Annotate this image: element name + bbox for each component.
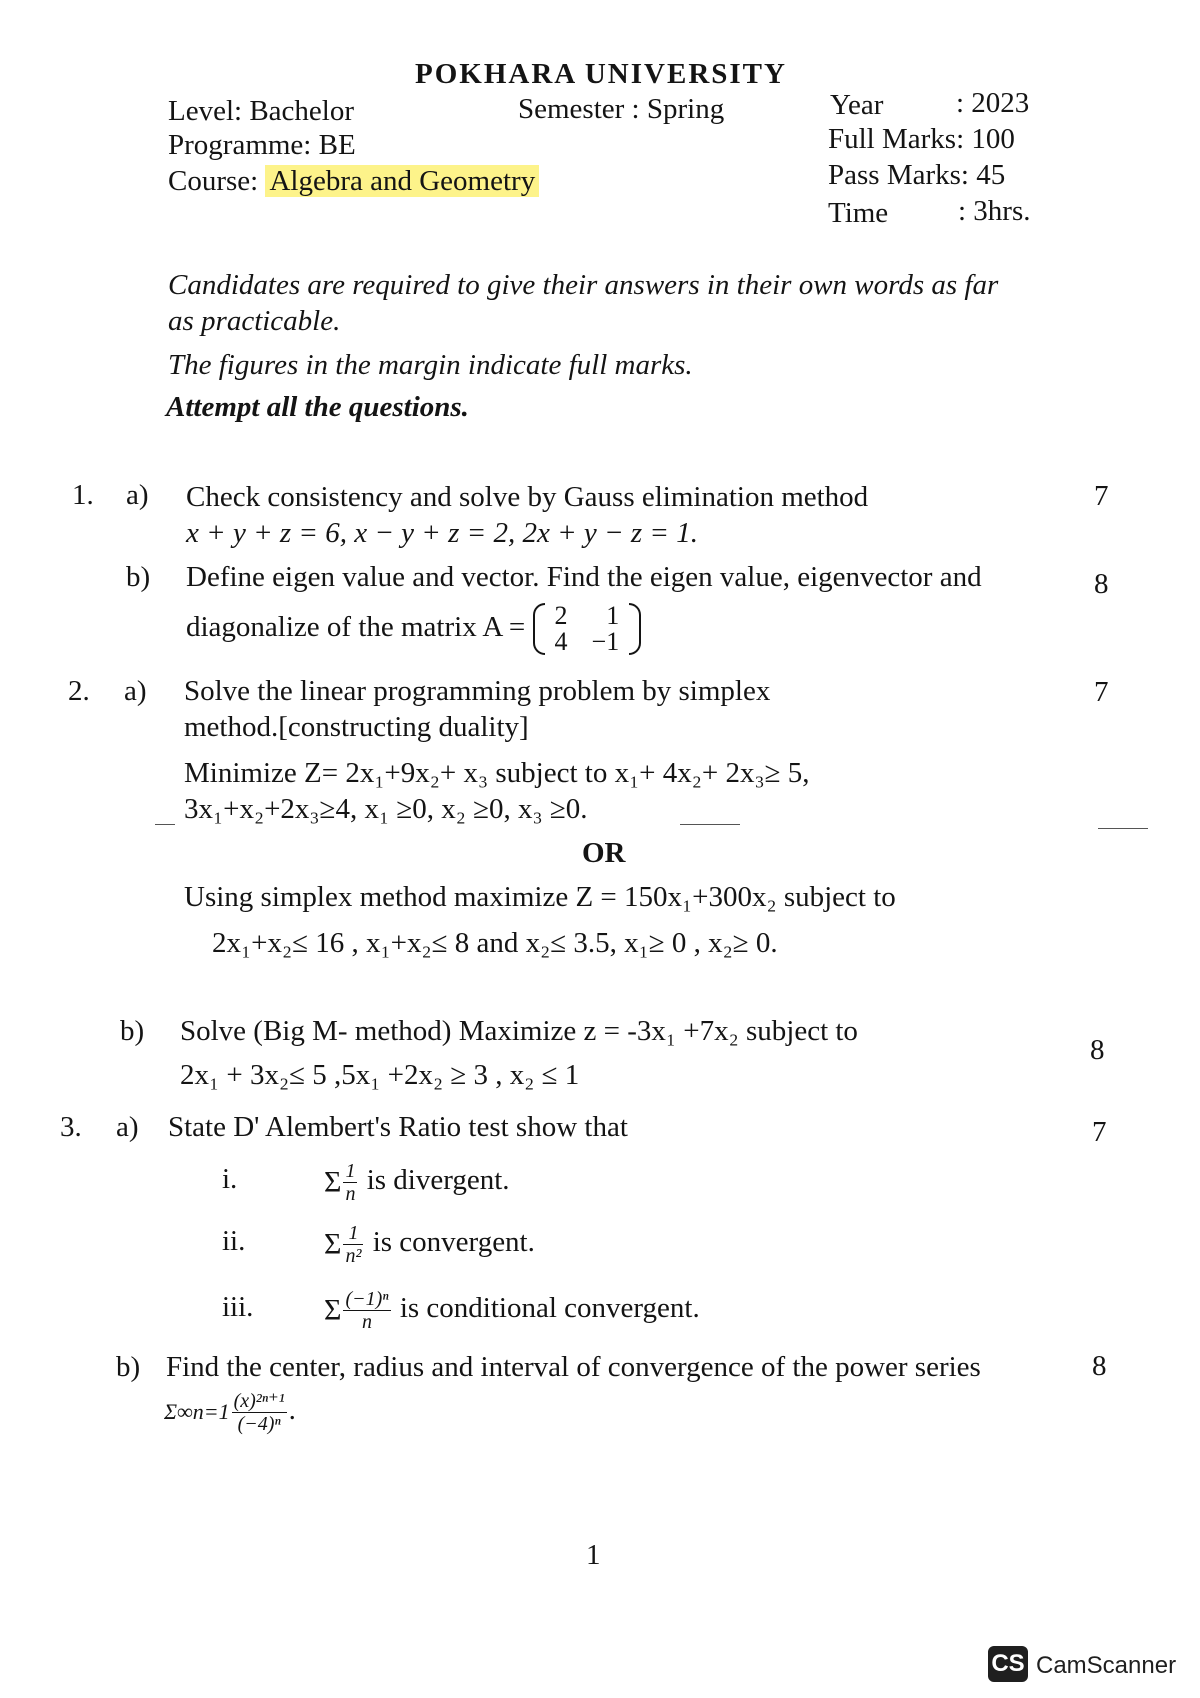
q3b-series: Σ∞n=1 $\frac{\text{(x)²ⁿ⁺¹}}{\text{(−4)ⁿ}}$ .	[164, 1389, 296, 1435]
fraction-denominator: n²	[345, 1244, 362, 1267]
q2-number: 2.	[68, 675, 90, 707]
q1-number: 1.	[72, 479, 94, 511]
q1b-text-2-label: diagonalize of the matrix A =	[186, 611, 526, 643]
matrix-cell: −1	[591, 627, 620, 657]
q3a-item-3-roman: iii.	[222, 1291, 254, 1323]
q1b-text-2	[186, 596, 641, 658]
fraction	[343, 1160, 357, 1205]
fraction-denominator: n	[362, 1310, 373, 1333]
fraction-numerator: 1	[345, 1159, 356, 1182]
q2b-marks: 8	[1090, 1034, 1105, 1066]
q1b-marks: 8	[1094, 568, 1109, 600]
q2alt-text-1: Using simplex method maximize Z = 150x₁+300x₂ subject to	[184, 881, 896, 913]
q1a-text: Check consistency and solve by Gauss elimination method	[186, 481, 869, 513]
programme-label: Programme: BE	[168, 129, 356, 161]
university-title: POKHARA UNIVERSITY	[415, 58, 787, 90]
instruction-line-1: Candidates are required to give their answers in their own words as far	[168, 269, 999, 301]
instruction-line-4: Attempt all the questions.	[166, 391, 469, 423]
q3b-label: b)	[116, 1351, 141, 1383]
q3a-item-3-text: is conditional convergent.	[399, 1292, 700, 1324]
fraction-numerator: 1	[343, 1222, 363, 1245]
instruction-line-2: as practicable.	[168, 305, 341, 337]
course-line	[168, 164, 539, 198]
time-label: Time	[828, 197, 889, 229]
fraction	[232, 1390, 287, 1435]
sigma-symbol: Σ	[324, 1227, 342, 1261]
q3b-marks: 8	[1092, 1350, 1107, 1382]
q2b-label: b)	[120, 1015, 145, 1047]
divider	[155, 824, 175, 825]
course-name: Algebra and Geometry	[265, 165, 539, 197]
q2alt-text-2: 2x₁+x₂≤ 16 , x₁+x₂≤ 8 and x₂≤ 3.5, x₁≥ 0 , x₂≥ 0.	[212, 927, 778, 959]
fraction-numerator: (x)²ⁿ⁺¹	[233, 1389, 285, 1412]
sigma-symbol: Σ	[324, 1165, 342, 1199]
camscanner-name: CamScanner	[1036, 1652, 1177, 1679]
matrix-cell: 4	[554, 627, 568, 657]
q2a-marks: 7	[1094, 676, 1109, 708]
matrix-cell: 2	[554, 601, 568, 631]
matrix-a	[533, 603, 642, 655]
divider	[1098, 828, 1148, 829]
pass-marks: Pass Marks: 45	[828, 159, 1006, 191]
fraction	[343, 1288, 390, 1333]
instruction-line-3: The figures in the margin indicate full marks.	[168, 349, 693, 381]
q1b-label: b)	[126, 561, 151, 593]
q1a-equations: x + y + z = 6, x − y + z = 2, 2x + y − z = 1.	[186, 517, 698, 549]
divider	[680, 824, 740, 825]
sigma-symbol: Σ	[324, 1293, 342, 1327]
page-number: 1	[586, 1539, 601, 1571]
full-marks: Full Marks: 100	[828, 123, 1015, 155]
q2b-text-1: Solve (Big M- method) Maximize z = -3x₁ +7x₂ subject to	[180, 1015, 858, 1047]
q1a-marks: 7	[1094, 480, 1109, 512]
q3a-label: a)	[116, 1111, 139, 1143]
semester-label: Semester : Spring	[518, 93, 725, 125]
q1a-label: a)	[126, 479, 149, 511]
q3a-text: State D' Alembert's Ratio test show that	[168, 1111, 628, 1143]
level-label: Level: Bachelor	[168, 95, 354, 127]
q3a-item-1-roman: i.	[222, 1163, 238, 1195]
q3-number: 3.	[60, 1111, 82, 1143]
q3a-item-2-text: is convergent.	[372, 1226, 535, 1258]
course-label: Course:	[168, 165, 259, 197]
or-separator: OR	[582, 837, 626, 869]
q3a-marks: 7	[1092, 1116, 1107, 1148]
fraction-denominator: (−4)ⁿ	[237, 1412, 281, 1435]
series-sum-symbol: Σ∞n=1	[164, 1399, 230, 1424]
q2b-text-2: 2x₁ + 3x₂≤ 5 ,5x₁ +2x₂ ≥ 3 , x₂ ≤ 1	[180, 1059, 580, 1091]
q2a-text-1: Solve the linear programming problem by simplex	[184, 675, 771, 707]
q3a-item-2	[324, 1212, 535, 1274]
matrix-cell: 1	[606, 601, 620, 631]
q2a-text-4: 3x₁+x₂+2x₃≥4, x₁ ≥0, x₂ ≥0, x₃ ≥0.	[184, 793, 588, 825]
time-value: : 3hrs.	[958, 195, 1031, 227]
q2a-text-2: method.[constructing duality]	[184, 711, 529, 743]
year-label: Year	[830, 89, 884, 121]
q3a-item-1-text: is divergent.	[366, 1164, 510, 1196]
fraction-numerator: (−1)ⁿ	[345, 1287, 389, 1310]
q3a-item-1	[324, 1150, 510, 1212]
q3b-text: Find the center, radius and interval of convergence of the power series	[166, 1351, 981, 1383]
q1b-text-1: Define eigen value and vector. Find the eigen value, eigenvector and	[186, 561, 982, 593]
q2a-label: a)	[124, 675, 147, 707]
q2a-text-3: Minimize Z= 2x₁+9x₂+ x₃ subject to x₁+ 4x₂+ 2x₃≥ 5,	[184, 757, 810, 789]
camscanner-logo-icon: CS	[988, 1646, 1028, 1682]
q3a-item-3	[324, 1278, 700, 1340]
fraction-denominator: n	[345, 1182, 356, 1205]
year-value: : 2023	[956, 87, 1030, 119]
q3a-item-2-roman: ii.	[222, 1225, 246, 1257]
fraction	[343, 1222, 363, 1267]
